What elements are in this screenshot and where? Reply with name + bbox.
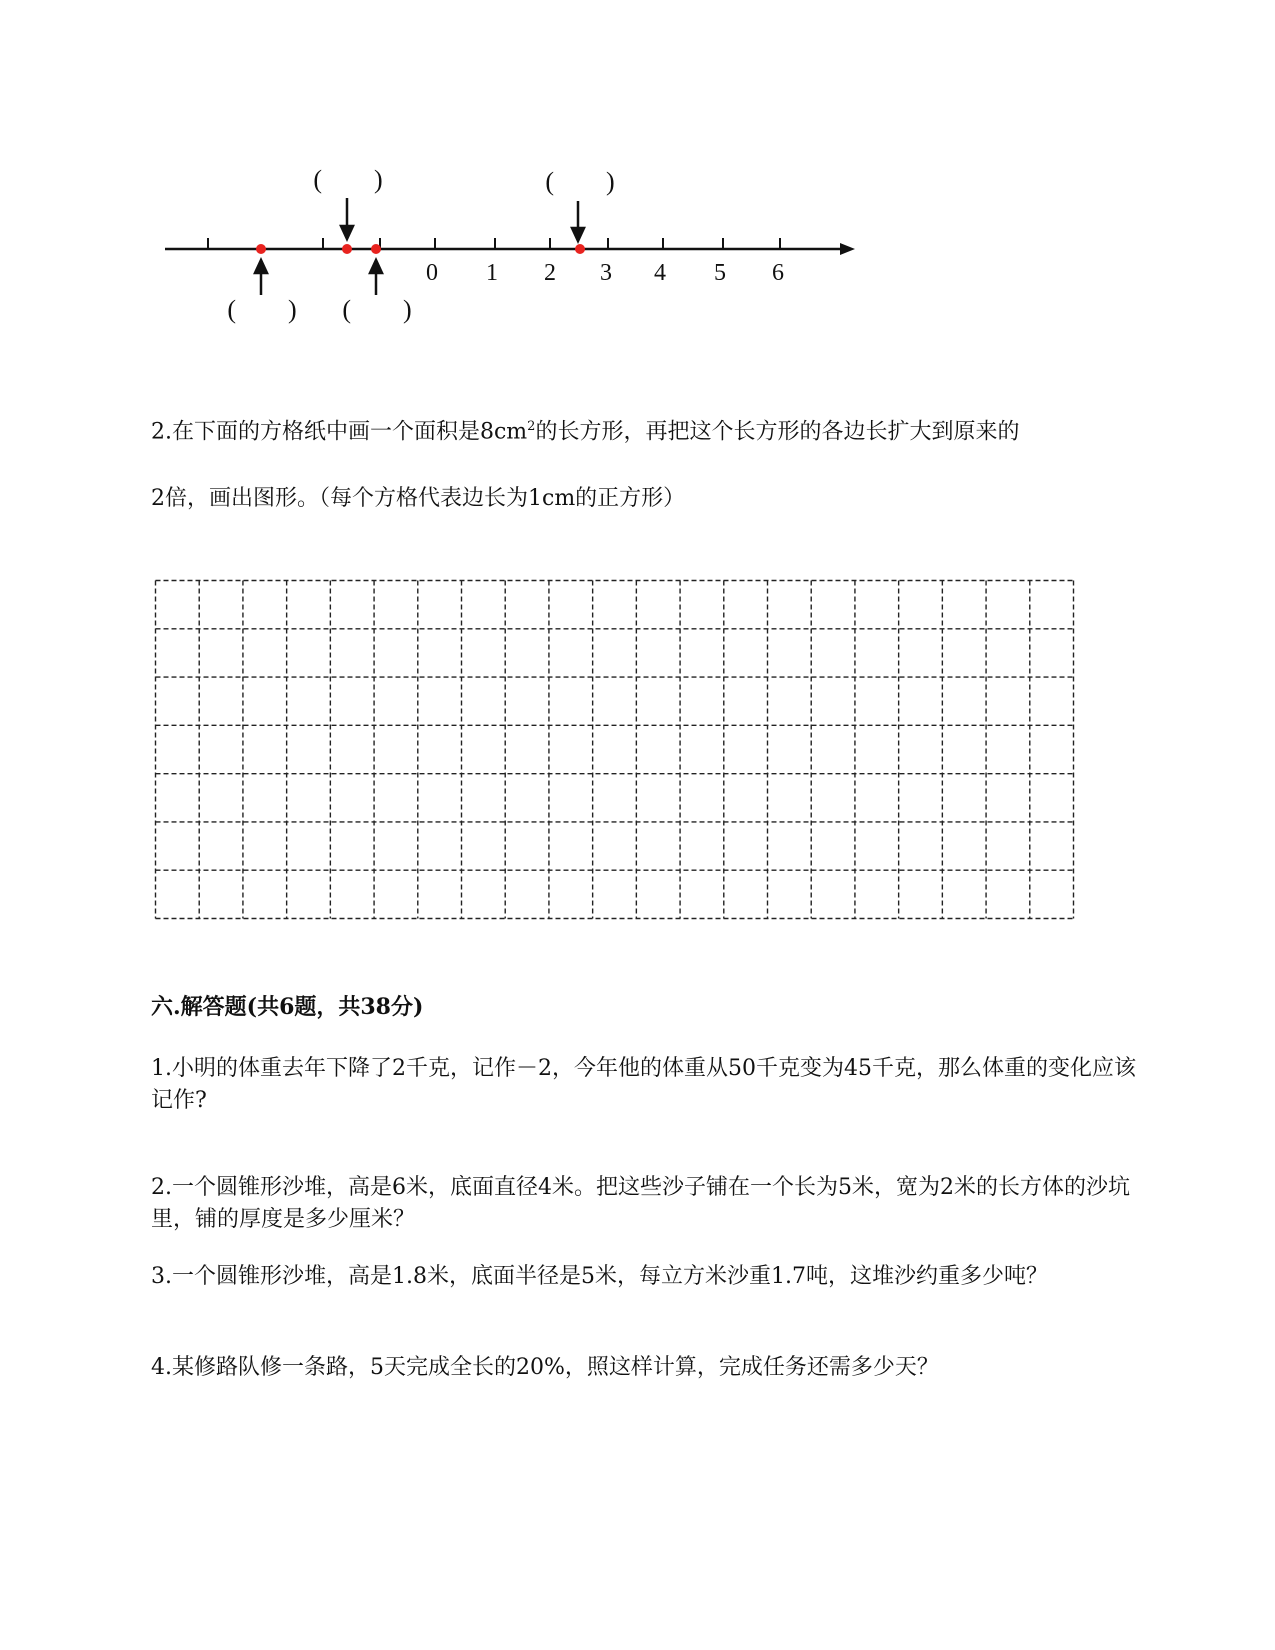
- problem-2: 2.一个圆锥形沙堆，高是6米，底面直径4米。把这些沙子铺在一个长为5米，宽为2米的长方体的沙坑里，铺的厚度是多少厘米？: [151, 1175, 1130, 1232]
- tick-label-3: 3: [600, 260, 612, 286]
- tick-label-0: 0: [426, 260, 438, 286]
- section-6-title: 六.解答题(共6题，共38分): [151, 994, 424, 1020]
- point-a: [256, 244, 266, 254]
- tick-label-5: 5: [714, 260, 726, 286]
- answer-blank-top-left[interactable]: ( ): [313, 165, 383, 194]
- up-arrow-c-head: [370, 260, 382, 273]
- question-2-line-2: 2倍，画出图形。（每个方格代表边长为1cm的正方形）: [151, 486, 686, 511]
- number-line-arrowhead: [840, 243, 855, 255]
- down-arrow-b-head: [341, 226, 353, 239]
- point-c: [371, 244, 381, 254]
- number-line-ticks: [208, 238, 780, 249]
- grid-paper[interactable]: [154, 579, 1075, 920]
- tick-label-4: 4: [654, 260, 666, 286]
- tick-label-2: 2: [544, 260, 556, 286]
- answer-blank-top-right[interactable]: ( ): [545, 167, 615, 196]
- problem-1: 1.小明的体重去年下降了2千克，记作－2，今年他的体重从50千克变为45千克，那么体重的变化应该记作?: [151, 1056, 1136, 1113]
- point-d: [575, 244, 585, 254]
- problem-4: 4.某修路队修一条路，5天完成全长的20%，照这样计算，完成任务还需多少天？: [151, 1355, 939, 1380]
- question-2-superscript: 2: [527, 419, 536, 434]
- tick-label-1: 1: [486, 260, 498, 286]
- up-arrow-a-head: [255, 260, 267, 273]
- point-b: [342, 244, 352, 254]
- question-2-line-1-pre: 2.在下面的方格纸中画一个面积是8cm: [151, 419, 528, 445]
- problem-3: 3.一个圆锥形沙堆，高是1.8米，底面半径是5米，每立方米沙重1.7吨，这堆沙约重多少吨？: [151, 1264, 1048, 1289]
- answer-blank-bottom-left[interactable]: ( ): [227, 295, 297, 324]
- question-2-line-1: [151, 410, 1019, 449]
- down-arrow-d-head: [572, 228, 584, 241]
- tick-label-6: 6: [772, 260, 784, 286]
- question-2-line-1-post: 的长方形，再把这个长方形的各边长扩大到原来的: [535, 419, 1020, 445]
- answer-blank-bottom-mid[interactable]: ( ): [342, 295, 412, 324]
- number-line-figure: [140, 150, 900, 350]
